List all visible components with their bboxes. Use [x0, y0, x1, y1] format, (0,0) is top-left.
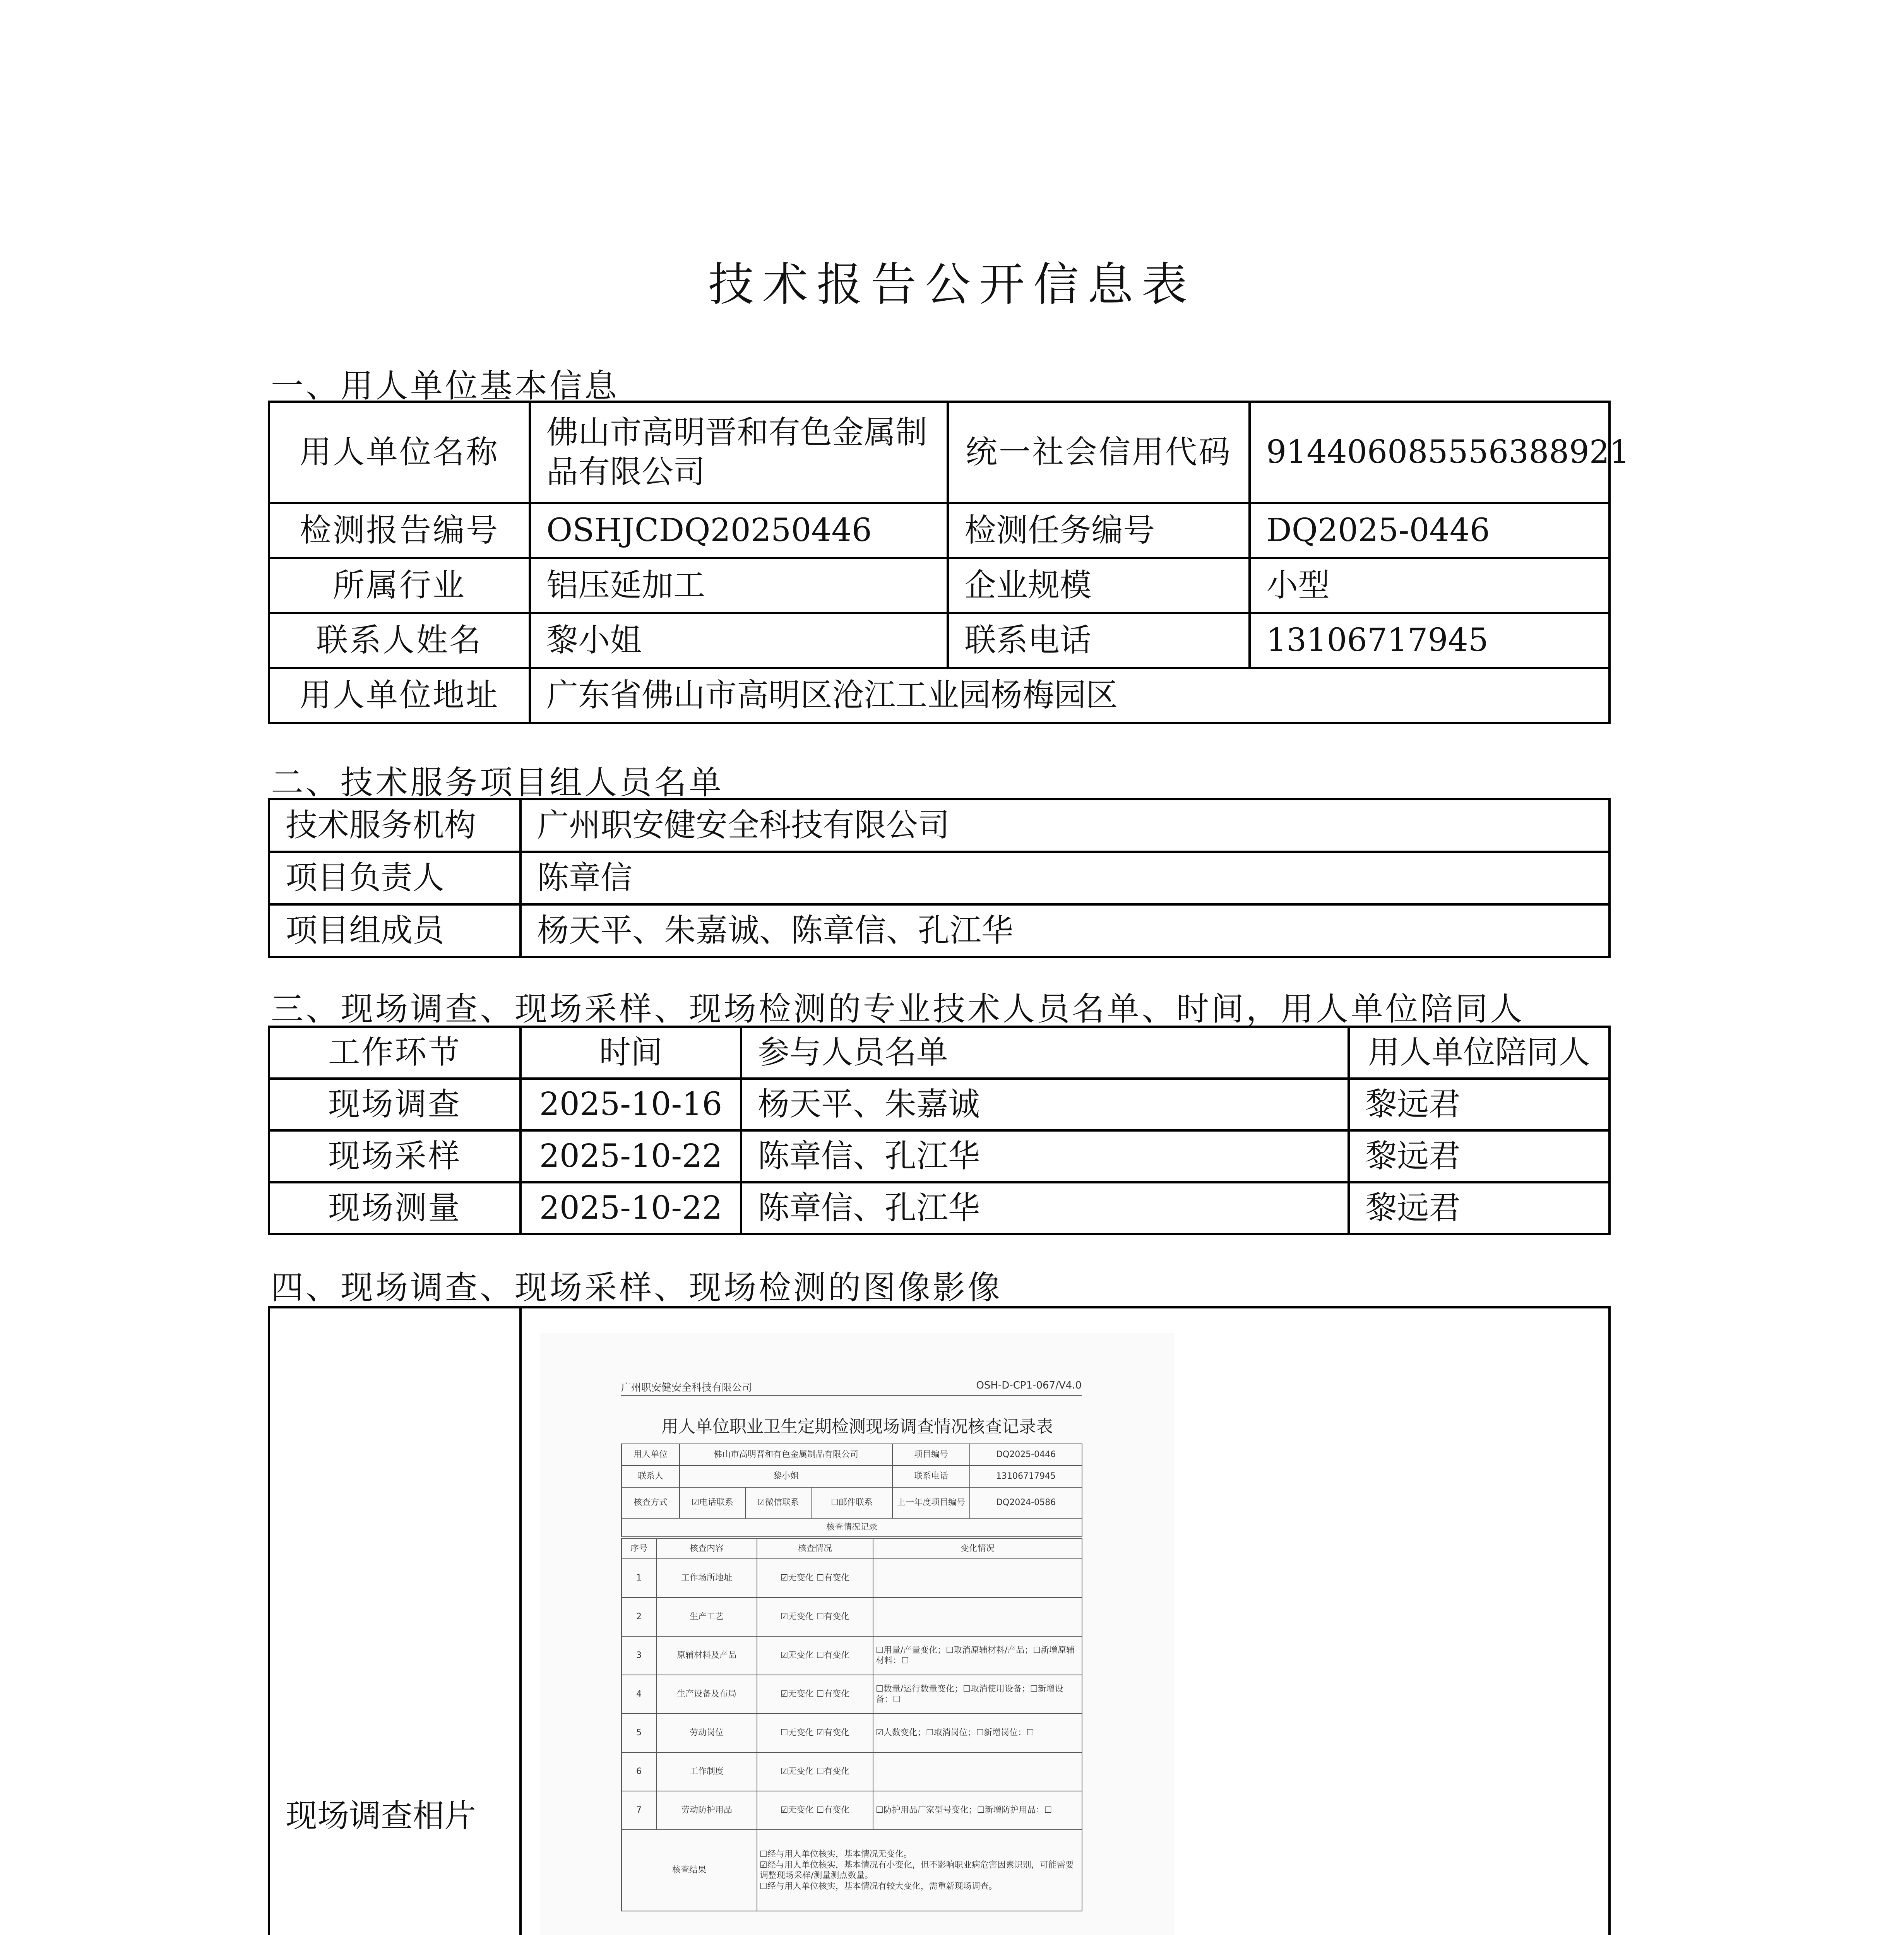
table-row: [269, 1182, 1609, 1234]
form-code: OSH-D-CP1-067/V4.0: [976, 1380, 1082, 1391]
form-cell: 黎小姐: [680, 1466, 892, 1487]
cell-label: 联系电话: [948, 613, 1250, 668]
form-col-header: 核查内容: [656, 1539, 757, 1559]
form-cell: ☐无变化 ☑有变化: [757, 1714, 873, 1752]
cell-value: OSHJCDQ20250446: [530, 503, 948, 558]
cell-value: 陈章信: [521, 852, 1609, 904]
cell-label: 项目组成员: [269, 904, 521, 957]
form-company: 广州职安健安全科技有限公司: [621, 1382, 752, 1394]
form-cell: 用人单位: [622, 1444, 680, 1466]
column-header: 用人单位陪同人: [1349, 1027, 1609, 1079]
form-cell: ☑电话联系: [680, 1487, 745, 1518]
form-cell: ☐数量/运行数量变化；☐取消使用设备；☐新增设备：☐: [873, 1675, 1082, 1714]
column-header: 时间: [521, 1027, 741, 1079]
section-4-heading: 四、现场调查、现场采样、现场检测的图像影像: [271, 1269, 1003, 1307]
form-cell: [873, 1598, 1082, 1636]
form-cell: DQ2025-0446: [970, 1444, 1082, 1466]
fieldwork-table: [268, 1026, 1611, 1235]
cell: 陈章信、孔江华: [741, 1182, 1349, 1234]
column-header: 参与人员名单: [741, 1027, 1349, 1079]
form-cell: 13106717945: [970, 1466, 1082, 1487]
form-cell: ☑无变化 ☐有变化: [757, 1636, 873, 1675]
result-line: ☐经与用人单位核实，基本情况有较大变化，需重新现场调查。: [760, 1881, 997, 1891]
cell: 现场调查: [269, 1079, 521, 1130]
cell: 杨天平、朱嘉诚: [741, 1079, 1349, 1130]
form-cell: ☑无变化 ☐有变化: [757, 1791, 873, 1830]
form-cell: 核查结果: [622, 1830, 757, 1911]
cell-label: 用人单位地址: [269, 668, 530, 723]
result-line: ☐经与用人单位核实，基本情况无变化。: [760, 1849, 912, 1859]
form-cell: ☐防护用品厂家型号变化；☐新增防护用品：☐: [873, 1791, 1082, 1830]
form-cell: ☑人数变化；☐取消岗位；☐新增岗位：☐: [873, 1714, 1082, 1752]
form-cell: 生产工艺: [656, 1598, 757, 1636]
cell-value: 广东省佛山市高明区沧江工业园杨梅园区: [530, 668, 1609, 723]
form-section: 核查情况记录: [622, 1518, 1082, 1537]
form-cell: DQ2024-0586: [970, 1487, 1082, 1518]
form-cell: 5: [622, 1714, 656, 1752]
section-2-heading: 二、技术服务项目组人员名单: [271, 764, 724, 801]
cell-label: 项目负责人: [269, 852, 521, 904]
cell-value: DQ2025-0446: [1250, 503, 1609, 558]
form-col-header: 核查情况: [757, 1539, 873, 1559]
page-title: 技术报告公开信息表: [708, 258, 1196, 311]
form-cell: 工作制度: [656, 1752, 757, 1791]
form-col-header: 变化情况: [873, 1539, 1082, 1559]
table-row: [269, 503, 1609, 558]
cell-value: 小型: [1250, 558, 1609, 613]
form-cell: 原辅材料及产品: [656, 1636, 757, 1675]
basic-info-table: [268, 401, 1630, 724]
form-cell: ☑无变化 ☐有变化: [757, 1752, 873, 1791]
cell: 2025-10-22: [521, 1130, 741, 1182]
cell: 2025-10-16: [521, 1079, 741, 1130]
team-table: [268, 798, 1611, 958]
form-cell: 联系电话: [892, 1466, 970, 1487]
cell-label: 用人单位名称: [269, 402, 530, 503]
cell-label: 检测报告编号: [269, 503, 530, 558]
form-cell: 工作场所地址: [656, 1559, 757, 1598]
cell: 黎远君: [1349, 1130, 1609, 1182]
cell-value: 铝压延加工: [530, 558, 948, 613]
form-cell: [873, 1559, 1082, 1598]
cell-label: 统一社会信用代码: [948, 402, 1250, 503]
form-cell: 劳动防护用品: [656, 1791, 757, 1830]
form-cell: 2: [622, 1598, 656, 1636]
table-row: [269, 402, 1609, 503]
section-3-heading: 三、现场调查、现场采样、现场检测的专业技术人员名单、时间，用人单位陪同人: [271, 990, 1525, 1028]
section-1-heading: 一、用人单位基本信息: [271, 367, 620, 405]
cell: 2025-10-22: [521, 1182, 741, 1234]
form-cell: 劳动岗位: [656, 1714, 757, 1752]
form-header-table: [621, 1444, 1082, 1537]
form-title: 用人单位职业卫生定期检测现场调查情况核查记录表: [661, 1417, 1053, 1437]
table-row: [269, 613, 1609, 668]
form-cell: ☐用量/产量变化；☐取消原辅材料/产品；☐新增原辅材料：☐: [873, 1636, 1082, 1675]
cell-value: 佛山市高明晋和有色金属制品有限公司: [530, 402, 948, 503]
form-cell: 4: [622, 1675, 656, 1714]
cell-label: 联系人姓名: [269, 613, 530, 668]
table-row: [269, 1130, 1609, 1182]
form-cell: 核查方式: [622, 1487, 680, 1518]
site-survey-photo: [540, 1333, 1175, 1935]
table-row: [269, 1079, 1609, 1130]
cell-value: 13106717945: [1250, 613, 1609, 668]
cell-label: 所属行业: [269, 558, 530, 613]
cell-label: 技术服务机构: [269, 799, 521, 852]
form-cell: 6: [622, 1752, 656, 1791]
cell: 陈章信、孔江华: [741, 1130, 1349, 1182]
form-cell: [873, 1752, 1082, 1791]
form-cell: 生产设备及布局: [656, 1675, 757, 1714]
cell-label: 企业规模: [948, 558, 1250, 613]
form-results: [757, 1830, 1082, 1911]
result-line: ☑经与用人单位核实，基本情况有小变化，但不影响职业病危害因素识别，可能需要调整现场采样/测量测点数量。: [760, 1860, 1074, 1880]
form-cell: 3: [622, 1636, 656, 1675]
column-header: 工作环节: [269, 1027, 521, 1079]
table-row: [269, 668, 1609, 723]
cell-value: 广州职安健安全科技有限公司: [521, 799, 1609, 852]
table-row: [269, 558, 1609, 613]
photo-label: 现场调查相片: [269, 1307, 521, 1935]
cell-value: 914406085556388921: [1250, 402, 1609, 503]
table-row: [269, 799, 1609, 852]
form-cell: ☑无变化 ☐有变化: [757, 1559, 873, 1598]
form-cell: ☑无变化 ☐有变化: [757, 1598, 873, 1636]
form-cell: ☑微信联系: [745, 1487, 811, 1518]
form-cell: 7: [622, 1791, 656, 1830]
cell: 黎远君: [1349, 1079, 1609, 1130]
cell-label: 检测任务编号: [948, 503, 1250, 558]
cell: 现场采样: [269, 1130, 521, 1182]
cell-value: 黎小姐: [530, 613, 948, 668]
form-cell: 项目编号: [892, 1444, 970, 1466]
form-cell: 上一年度项目编号: [892, 1487, 970, 1518]
form-cell: ☑无变化 ☐有变化: [757, 1675, 873, 1714]
form-cell: ☐邮件联系: [811, 1487, 892, 1518]
form-col-header: 序号: [622, 1539, 656, 1559]
form-cell: 佛山市高明晋和有色金属制品有限公司: [680, 1444, 892, 1466]
cell: 现场测量: [269, 1182, 521, 1234]
table-header-row: [269, 1027, 1609, 1079]
table-row: [269, 852, 1609, 904]
cell: 黎远君: [1349, 1182, 1609, 1234]
table-row: [269, 904, 1609, 957]
form-items-table: [621, 1538, 1082, 1911]
form-cell: 联系人: [622, 1466, 680, 1487]
form-cell: 1: [622, 1559, 656, 1598]
cell-value: 杨天平、朱嘉诚、陈章信、孔江华: [521, 904, 1609, 957]
